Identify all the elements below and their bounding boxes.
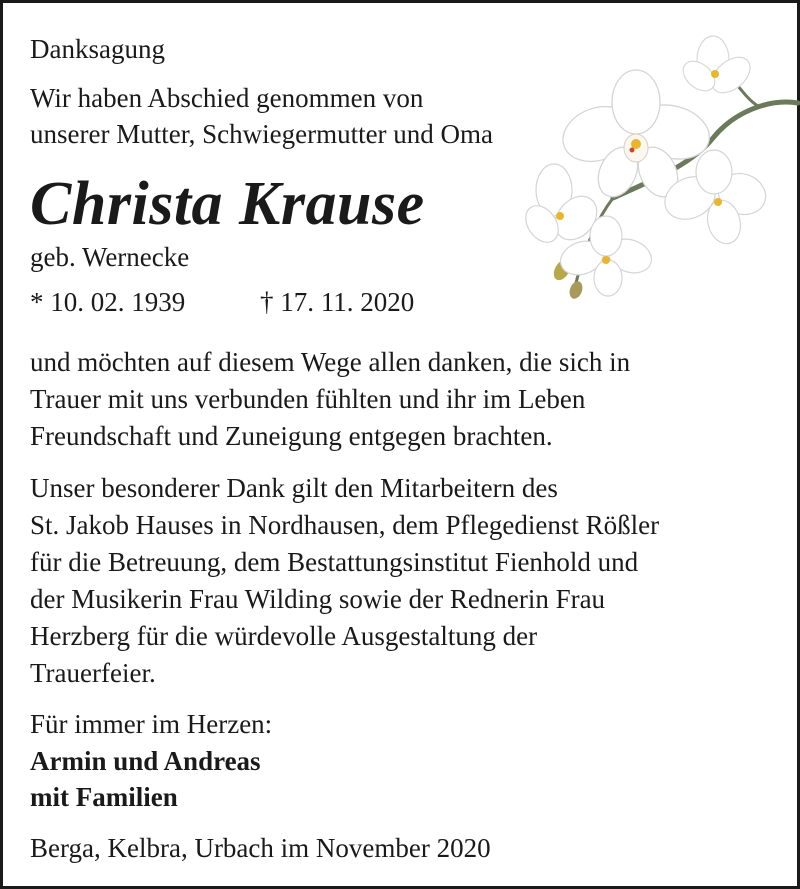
special-thanks-paragraph: [30, 470, 659, 692]
white-orchid-icon: [518, 28, 800, 308]
special-thanks-line: für die Betreuung, dem Bestattungsinstitut Fienhold und: [30, 547, 639, 577]
thanks-line: Trauer mit uns verbunden fühlten und ihr im Leben: [30, 384, 586, 414]
thanks-line: und möchten auf diesem Wege allen danken, die sich in: [30, 347, 631, 377]
intro-text: [30, 80, 493, 152]
place-and-date: Berga, Kelbra, Urbach im November 2020: [30, 833, 491, 863]
maiden-name: geb. Wernecke: [30, 242, 190, 272]
thanks-paragraph: [30, 344, 630, 455]
special-thanks-line: Herzberg für die würdevolle Ausgestaltung der: [30, 621, 538, 651]
heading: Danksagung: [30, 34, 165, 64]
thanks-line: Freundschaft und Zuneigung entgegen brachten.: [30, 421, 553, 451]
signatory-families: mit Familien: [30, 782, 178, 812]
special-thanks-line: Unser besonderer Dank gilt den Mitarbeitern des: [30, 473, 558, 503]
signatory-names: Armin und Andreas: [30, 746, 261, 776]
closing-line: Für immer im Herzen:: [30, 709, 273, 739]
deceased-name: Christa Krause: [30, 170, 425, 238]
special-thanks-line: St. Jakob Hauses in Nordhausen, dem Pflegedienst Rößler: [30, 510, 660, 540]
intro-line: unserer Mutter, Schwiegermutter und Oma: [30, 119, 494, 149]
intro-line: Wir haben Abschied genommen von: [30, 83, 424, 113]
special-thanks-line: der Musikerin Frau Wilding sowie der Rednerin Frau: [30, 584, 606, 614]
special-thanks-line: Trauerfeier.: [30, 658, 156, 688]
birth-date: * 10. 02. 1939: [30, 287, 186, 317]
death-date: † 17. 11. 2020: [260, 287, 415, 317]
